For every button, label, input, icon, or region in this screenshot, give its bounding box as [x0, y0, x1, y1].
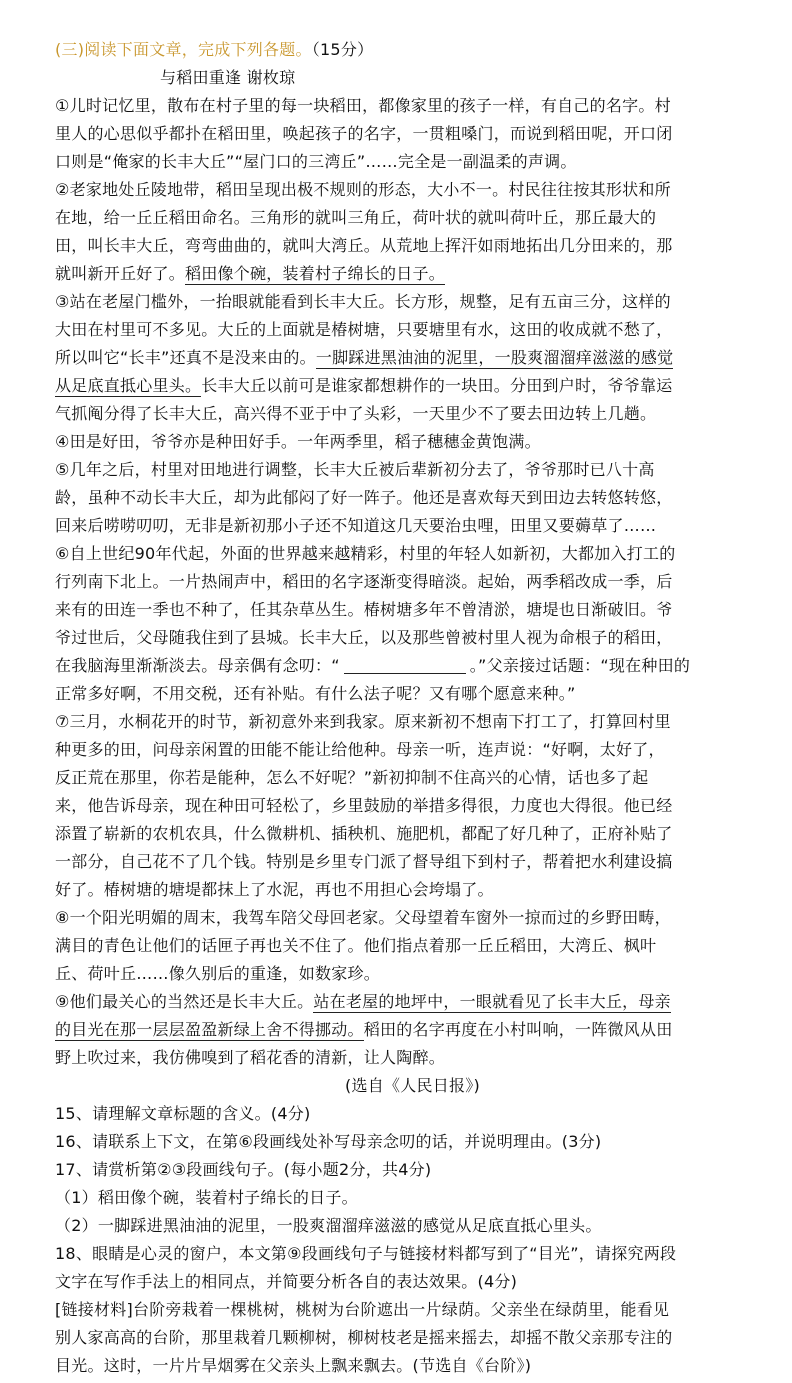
question-17-2: （2）一脚踩进黑油油的泥里，一股爽溜溜痒滋滋的感觉从足底直抵心里头。 [55, 1216, 602, 1235]
paragraph-3-line [55, 372, 770, 400]
paragraph-2-text: 就叫新开丘好了。 [55, 264, 186, 283]
paragraph-2-line: 田，叫长丰大丘，弯弯曲曲的，就叫大湾丘。从荒地上挥汗如雨地拓出几分田来的，那 [55, 236, 673, 255]
paragraph-2-line: ②老家地处丘陵地带，稻田呈现出极不规则的形态，大小不一。村民往往按其形状和所 [55, 180, 671, 199]
section-label: (三)阅读下面文章，完成下列各题。 [55, 40, 312, 59]
paragraph-4: ④田是好田，爷爷亦是种田好手。一年两季里，稻子穗穗金黄饱满。 [55, 432, 541, 451]
link-material-line: 别人家高高的台阶，那里栽着几颗柳树，柳树枝老是摇来摇去，却摇不散父亲那专注的 [55, 1328, 673, 1347]
exam-page [55, 36, 770, 1380]
paragraph-9-text: ⑨他们最关心的当然还是长丰大丘。 [55, 992, 314, 1011]
paragraph-7-line: 一部分，自己花不了几个钱。特别是乡里专门派了督导组下到村子，帮着把水利建设搞 [55, 852, 673, 871]
paragraph-5-line: 龄，虽种不动长丰大丘，却为此郁闷了好一阵子。他还是喜欢每天到田边去转悠转悠， [55, 488, 673, 507]
underlined-sentence-q17-1: 稻田像个碗，装着村子绵长的日子。 [185, 264, 446, 283]
question-18-line: 文字在写作手法上的相同点，并简要分析各自的表达效果。(4分) [55, 1272, 518, 1291]
paragraph-9-line [55, 1016, 770, 1044]
paragraph-5-line: ⑤几年之后，村里对田地进行调整，长丰大丘被后辈新初分去了，爷爷那时已八十高 [55, 460, 655, 479]
paragraph-6-line: 爷过世后，父母随我住到了县城。长丰大丘，以及那些曾被村里人视为命根子的稻田， [55, 628, 673, 647]
paragraph-6-line: 正常多好啊，不用交税，还有补贴。有什么法子呢？又有哪个愿意来种。” [55, 684, 576, 703]
underlined-sentence-q17-2: 一脚踩进黑油油的泥里，一股爽溜溜痒滋滋的感觉 [315, 348, 674, 367]
paragraph-2-line [55, 260, 770, 288]
paragraph-7-line: 反正荒在那里，你若是能种，怎么不好呢？”新初抑制不住高兴的心情，话也多了起 [55, 768, 649, 787]
article-title: 与稻田重逢 谢枚琼 [160, 68, 296, 87]
paragraph-1-line: 里人的心思似乎都扑在稻田里，唤起孩子的名字，一贯粗嗓门，而说到稻田呢，开口闭 [55, 124, 673, 143]
paragraph-3-text: 长丰大丘以前可是谁家都想耕作的一块田。分田到户时，爷爷靠运 [201, 376, 673, 395]
paragraph-9-line [55, 988, 770, 1016]
paragraph-6-text: 。”父亲接过话题：“现在种田的 [469, 656, 691, 675]
paragraph-6-line: 行列南下北上。一片热闹声中，稻田的名字逐渐变得暗淡。起始，两季稻改成一季，后 [55, 572, 673, 591]
paragraph-3-text: 所以叫它“长丰”还真不是没来由的。 [55, 348, 316, 367]
paragraph-6-line: 来有的田连一季也不种了，任其杂草丛生。椿树塘多年不曾清淤，塘堤也日渐破旧。爷 [55, 600, 673, 619]
section-score: （15分） [311, 40, 374, 59]
question-17-1: （1）稻田像个碗，装着村子绵长的日子。 [55, 1188, 358, 1207]
paragraph-3-line: 大田在村里可不多见。大丘的上面就是椿树塘，只要塘里有水，这田的收成就不愁了， [55, 320, 673, 339]
fill-in-blank [344, 655, 466, 674]
paragraph-6-line [55, 652, 770, 680]
paragraph-7-line: 种更多的田，问母亲闲置的田能不能让给他种。母亲一听，连声说：“好啊，太好了， [55, 740, 665, 759]
paragraph-8-line: 丘、荷叶丘……像久别后的重逢，如数家珍。 [55, 964, 381, 983]
paragraph-8-line: ⑧一个阳光明媚的周末，我驾车陪父母回老家。父母望着车窗外一掠而过的乡野田畴， [55, 908, 671, 927]
paragraph-7-line: 添置了崭新的农机农具，什么微耕机、插秧机、施肥机，都配了好几种了，正府补贴了 [55, 824, 673, 843]
paragraph-2-line: 在地，给一丘丘稻田命名。三角形的就叫三角丘，荷叶状的就叫荷叶丘，那丘最大的 [55, 208, 657, 227]
underlined-sentence-q18-end: 的目光在那一层层盈盈新绿上舍不得挪动。 [55, 1020, 364, 1039]
underlined-sentence-q17-2-end: 从足底直抵心里头。 [55, 376, 202, 395]
paragraph-9-line: 野上吹过来，我仿佛嗅到了稻花香的清新，让人陶醉。 [55, 1048, 446, 1067]
section-heading [55, 36, 770, 64]
link-material-line: 目光。这时，一片片旱烟雾在父亲头上飘来飘去。(节选自《台阶》) [55, 1356, 532, 1375]
paragraph-1-line: 口则是“俺家的长丰大丘”“屋门口的三湾丘”……完全是一副温柔的声调。 [55, 152, 577, 171]
paragraph-8-line: 满目的青色让他们的话匣子再也关不住了。他们指点着那一丘丘稻田，大湾丘、枫叶 [55, 936, 657, 955]
question-15: 15、请理解文章标题的含义。(4分) [55, 1104, 311, 1123]
paragraph-3-line: ③站在老屋门槛外，一抬眼就能看到长丰大丘。长方形，规整，足有五亩三分，这样的 [55, 292, 671, 311]
paragraph-7-line: 好了。椿树塘的塘堤都抹上了水泥，再也不用担心会垮塌了。 [55, 880, 494, 899]
paragraph-6-line: ⑥自上世纪90年代起，外面的世界越来越精彩，村里的年轻人如新初，大都加入打工的 [55, 544, 676, 563]
paragraph-7-line: 来，他告诉母亲，现在种田可轻松了，乡里鼓励的举措多得很，力度也大得很。他已经 [55, 796, 673, 815]
link-material-line: [链接材料]台阶旁栽着一棵桃树，桃树为台阶遮出一片绿荫。父亲坐在绿荫里，能看见 [55, 1300, 670, 1319]
question-17: 17、请赏析第②③段画线句子。(每小题2分，共4分) [55, 1160, 432, 1179]
paragraph-1-line: ①儿时记忆里，散布在村子里的每一块稻田，都像家里的孩子一样，有自己的名字。村 [55, 96, 671, 115]
paragraph-6-text: 在我脑海里渐渐淡去。母亲偶有念叨：“ [55, 656, 340, 675]
paragraph-3-line: 气抓阄分得了长丰大丘，高兴得不亚于中了头彩，一天里少不了要去田边转上几趟。 [55, 404, 657, 423]
paragraph-3-line [55, 344, 770, 372]
question-18-line: 18、眼睛是心灵的窗户，本文第⑨段画线句子与链接材料都写到了“目光”，请探究两段 [55, 1244, 677, 1263]
source-citation: (选自《人民日报》) [345, 1076, 480, 1095]
paragraph-5-line: 回来后唠唠叨叨，无非是新初那小子还不知道这几天要治虫哩，田里又要薅草了…… [55, 516, 657, 535]
paragraph-9-text: 稻田的名字再度在小村叫响，一阵微风从田 [363, 1020, 673, 1039]
question-16: 16、请联系上下文，在第⑥段画线处补写母亲念叨的话，并说明理由。(3分) [55, 1132, 602, 1151]
paragraph-7-line: ⑦三月，水桐花开的时节，新初意外来到我家。原来新初不想南下打工了，打算回村里 [55, 712, 671, 731]
underlined-sentence-q18: 站在老屋的地坪中，一眼就看见了长丰大丘，母亲 [313, 992, 671, 1011]
